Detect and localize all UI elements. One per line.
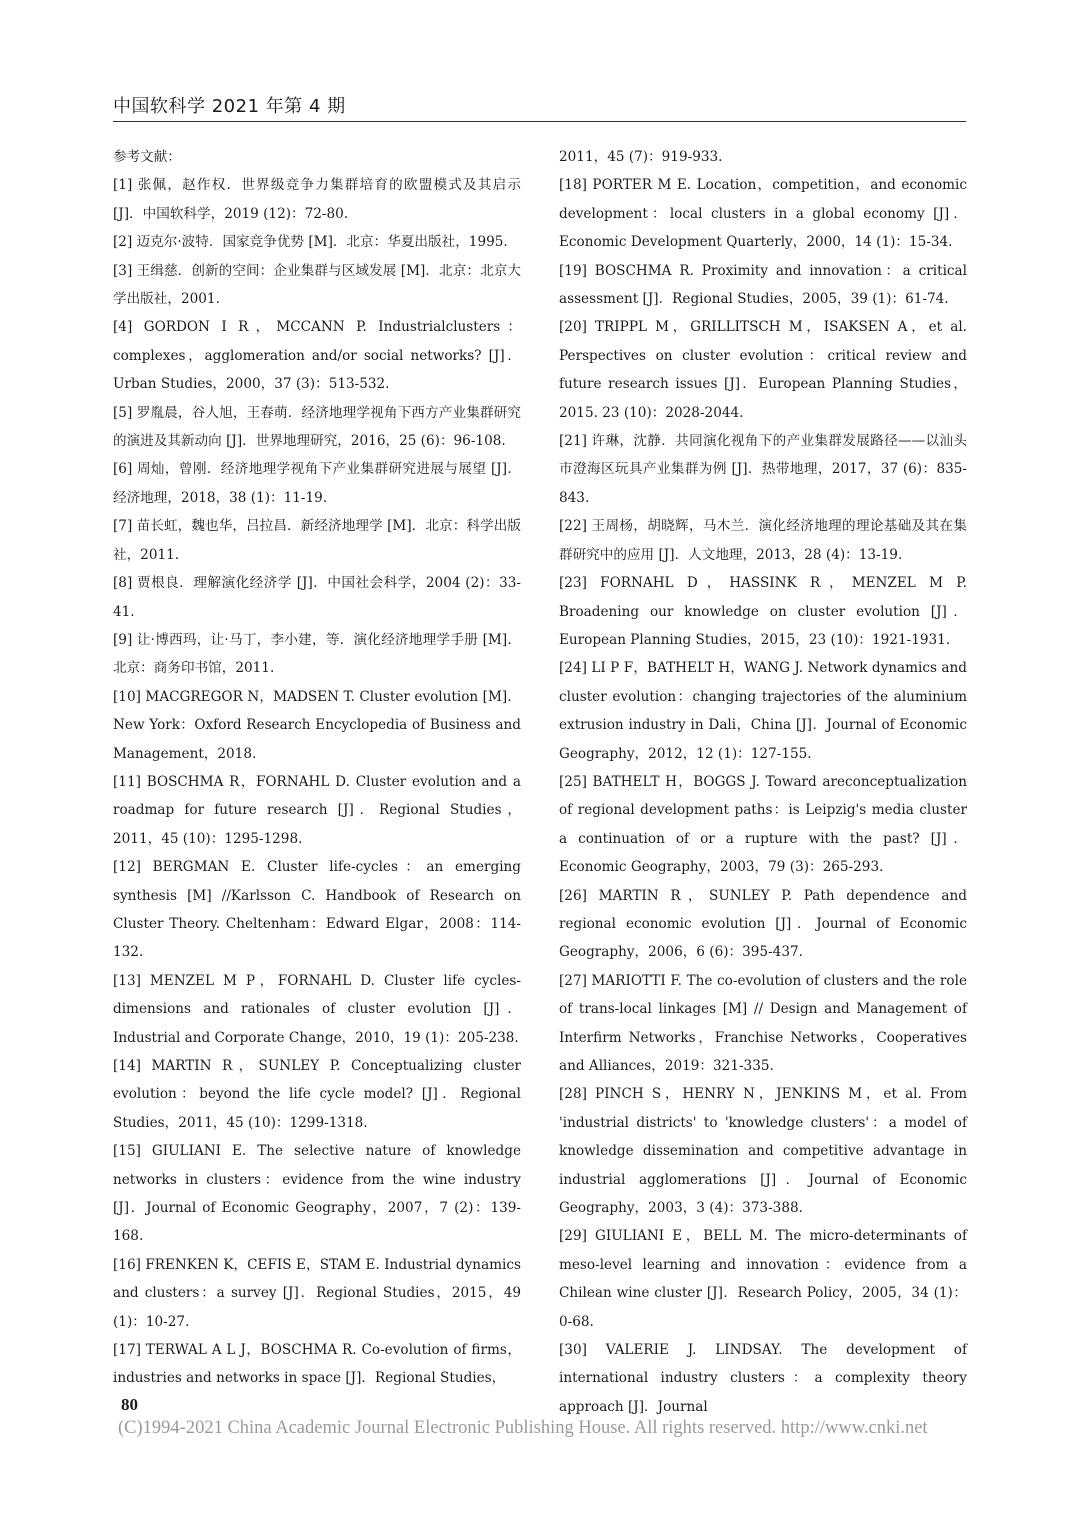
references-column-left <box>113 143 521 1393</box>
reference-item: [5] 罗胤晨，谷人旭，王春萌．经济地理学视角下西方产业集群研究的演进及其新动向 [J]．世界地理研究，2016，25 (6)：96-108. <box>113 404 521 450</box>
reference-item: [8] 贾根良．理解演化经济学 [J]．中国社会科学，2004 (2)：33-41. <box>113 575 521 620</box>
reference-item: 2011，45 (7)：919-933. <box>559 149 723 165</box>
running-header <box>113 90 966 122</box>
reference-item: [2] 迈克尔·波特．国家竞争优势 [M]．北京：华夏出版社，1995. <box>113 234 508 251</box>
reference-item: [3] 王缉慈．创新的空间：企业集群与区域发展 [M]．北京：北京大学出版社，2001. <box>113 262 521 308</box>
reference-item: [13] MENZEL M P，FORNAHL D. Cluster life cycles-dimensions and rationales of cluster evolution [J]．Industrial and Corporate Change，2010，19 (1)：205-238. <box>113 972 521 1046</box>
reference-item: [26] MARTIN R，SUNLEY P. Path dependence and regional economic evolution [J]．Journal of Economic Geography，2006，6 (6)：395-437. <box>559 887 967 961</box>
reference-item: [12] BERGMAN E. Cluster life-cycles：an emerging synthesis [M] //Karlsson C. Handbook of Research on Cluster Theory. Cheltenham：Edward Elgar，2008：114-132. <box>113 859 521 961</box>
references-column-right <box>559 143 967 1421</box>
reference-item: [11] BOSCHMA R，FORNAHL D. Cluster evolution and a roadmap for future research [J]．Regional Studies，2011，45 (10)：1295-1298. <box>113 773 521 847</box>
reference-item: [10] MACGREGOR N，MADSEN T. Cluster evolution [M]．New York：Oxford Research Encyclopedia of Business and Management，2018. <box>113 688 521 762</box>
reference-item: [16] FRENKEN K，CEFIS E，STAM E. Industrial dynamics and clusters：a survey [J]．Regional Studies，2015，49 (1)：10-27. <box>113 1256 521 1330</box>
reference-item: [6] 周灿，曾刚．经济地理学视角下产业集群研究进展与展望 [J]．经济地理，2018，38 (1)：11-19. <box>113 461 521 506</box>
reference-item: [9] 让·博西玛，让·马丁，李小建，等．演化经济地理学手册 [M]．北京：商务印书馆，2011. <box>113 631 521 677</box>
page-number: 80 <box>121 1395 138 1414</box>
reference-item: [4] GORDON I R，MCCANN P. Industrialclusters：complexes，agglomeration and/or social networks? [J]．Urban Studies，2000，37 (3)：513-532. <box>113 319 521 393</box>
references-heading: 参考文献： <box>113 149 181 165</box>
reference-item: [23] FORNAHL D，HASSINK R，MENZEL M P. Broadening our knowledge on cluster evolution [J]．European Planning Studies，2015，23 (10)：1921-1931. <box>559 575 967 648</box>
reference-item: [25] BATHELT H，BOGGS J. Toward areconceptualization of regional development paths：is Leipzig's media cluster a continuation of or a rupture with the past? [J]．Economic Geography，2003，79 (3)：265-293. <box>559 773 967 876</box>
reference-item: [7] 苗长虹，魏也华，吕拉昌．新经济地理学 [M]．北京：科学出版社，2011. <box>113 518 521 563</box>
journal-issue-title: 中国软科学 2021 年第 4 期 <box>113 96 346 117</box>
reference-item: [15] GIULIANI E. The selective nature of knowledge networks in clusters：evidence from the wine industry [J]．Journal of Economic Geography，2007，7 (2)：139-168. <box>113 1143 521 1245</box>
reference-item: [18] PORTER M E. Location，competition，and economic development：local clusters in a global economy [J]．Economic Development Quarterly，2000，14 (1)：15-34. <box>559 177 967 251</box>
copyright-watermark: (C)1994-2021 China Academic Journal Electronic Publishing House. All rights reserved. http://www.cnki.net <box>118 1418 928 1438</box>
reference-item: [30] VALERIE J. LINDSAY. The development of international industry clusters：a complexity theory approach [J]．Journal <box>559 1342 967 1415</box>
reference-item: [20] TRIPPL M，GRILLITSCH M，ISAKSEN A，et al. Perspectives on cluster evolution：critical review and future research issues [J]．European Planning Studies，2015. 23 (10)：2028-2044. <box>559 319 967 421</box>
reference-item: [27] MARIOTTI F. The co-evolution of clusters and the role of trans-local linkages [M] // Design and Management of Interfirm Networks，Franchise Networks，Cooperatives and Alliances，2019：321-335. <box>559 972 967 1074</box>
reference-item: [24] LI P F，BATHELT H，WANG J. Network dynamics and cluster evolution：changing trajectories of the aluminium extrusion industry in Dali，China [J]．Journal of Economic Geography，2012，12 (1)：127-155. <box>559 660 967 762</box>
reference-item: [17] TERWAL A L J，BOSCHMA R. Co-evolution of firms，industries and networks in space [J]．Regional Studies， <box>113 1342 521 1387</box>
reference-item: [19] BOSCHMA R. Proximity and innovation：a critical assessment [J]．Regional Studies，2005，39 (1)：61-74. <box>559 262 967 308</box>
reference-item: [22] 王周杨，胡晓辉，马木兰．演化经济地理的理论基础及其在集群研究中的应用 [J]．人文地理，2013，28 (4)：13-19. <box>559 518 967 563</box>
header-rule <box>113 121 966 122</box>
reference-item: [21] 许琳，沈静．共同演化视角下的产业集群发展路径——以汕头市澄海区玩具产业集群为例 [J]．热带地理，2017，37 (6)：835-843. <box>559 433 967 506</box>
reference-item: [28] PINCH S，HENRY N，JENKINS M，et al. From 'industrial districts' to 'knowledge clusters'：a model of knowledge dissemination and competitive advantage in industrial agglomerations [J]．Journal of Economic Geography，2003，3 (4)：373-388. <box>559 1086 967 1217</box>
reference-item: [29] GIULIANI E，BELL M. The micro-determinants of meso-level learning and innovation：evidence from a Chilean wine cluster [J]．Research Policy，2005，34 (1)：0-68. <box>559 1228 967 1330</box>
reference-item: [14] MARTIN R，SUNLEY P. Conceptualizing cluster evolution：beyond the life cycle model? [J]．Regional Studies，2011，45 (10)：1299-1318. <box>113 1058 521 1131</box>
reference-item: [1] 张佩，赵作权．世界级竞争力集群培育的欧盟模式及其启示 [J]．中国软科学，2019 (12)：72-80. <box>113 177 521 222</box>
